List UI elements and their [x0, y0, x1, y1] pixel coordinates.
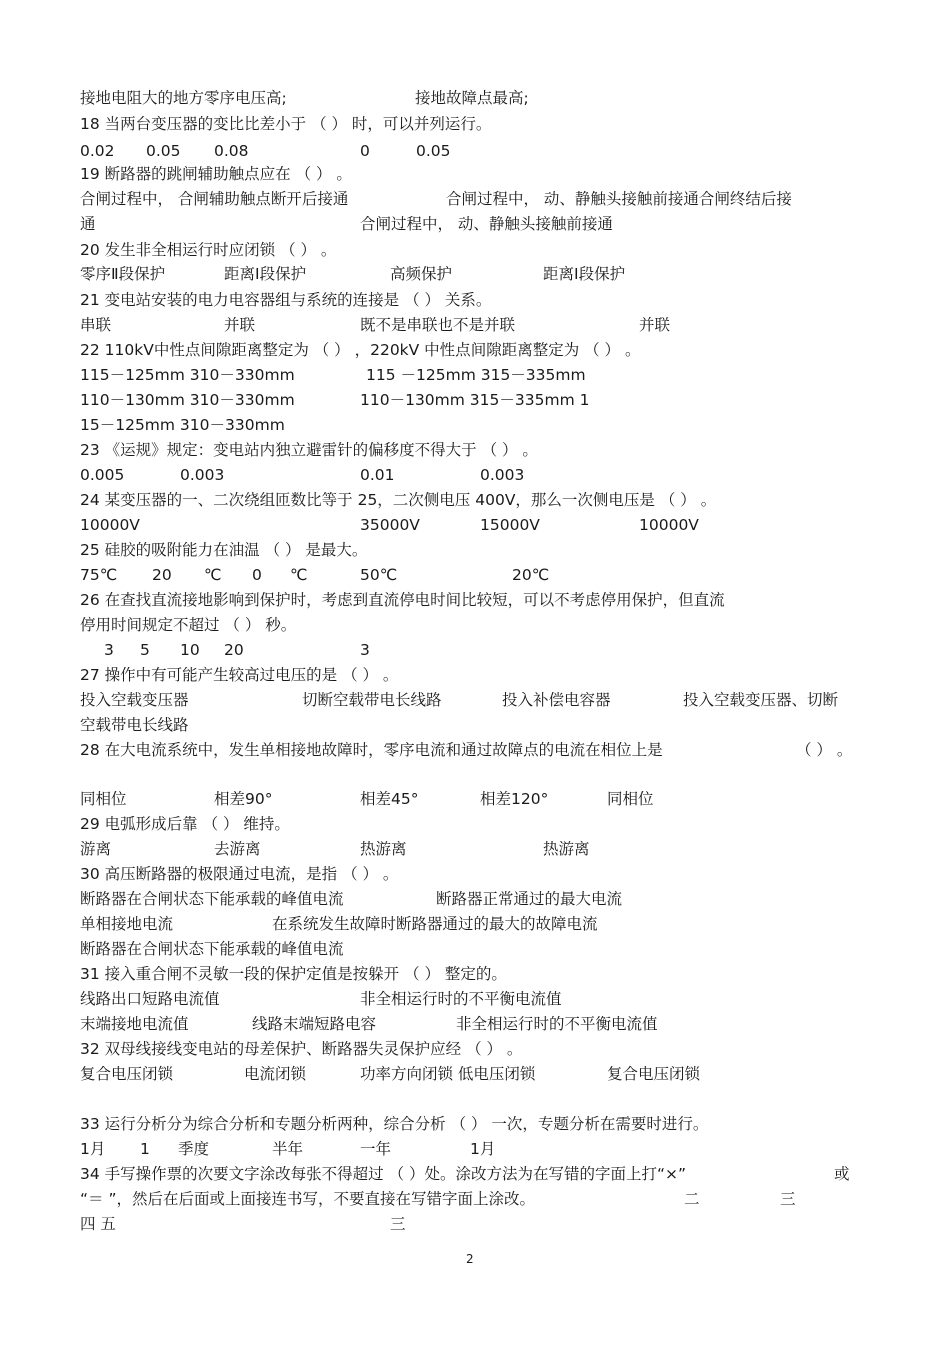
text-line-segment: 切断空载带电长线路 [302, 691, 442, 709]
text-line-segment: 20 [152, 566, 172, 584]
text-line-segment: 零序Ⅱ段保护 [80, 265, 166, 283]
text-line-segment: 5 [140, 641, 150, 659]
text-line-segment: 空载带电长线路 [80, 716, 189, 734]
text-line-segment: 并联 [224, 316, 256, 334]
text-line-segment: 3 [360, 641, 370, 659]
text-line-segment: 10000V [80, 516, 140, 534]
text-line-segment: 20 发生非全相运行时应闭锁 （ ） 。 [80, 241, 337, 259]
text-line-segment: 投入补偿电容器 [502, 691, 611, 709]
text-line-segment: 28 在大电流系统中，发生单相接地故障时，零序电流和通过故障点的电流在相位上是 [80, 741, 663, 759]
text-line-segment: 0.003 [180, 466, 225, 484]
page-number: 2 [466, 1252, 474, 1266]
text-line-segment: 单相接地电流 [80, 915, 174, 933]
text-line-segment: 21 变电站安装的电力电容器组与系统的连接是 （ ） 关系。 [80, 291, 492, 309]
text-line-segment: 投入空载变压器 [80, 691, 189, 709]
text-line-segment: （ ） 。 [796, 741, 853, 759]
text-line-segment: 在系统发生故障时断路器通过的最大的故障电流 [272, 915, 598, 933]
text-line-segment: 15000V [480, 516, 540, 534]
text-line-segment: 0.05 [416, 142, 451, 160]
text-line-segment: 非全相运行时的不平衡电流值 [456, 1015, 658, 1033]
text-line-segment: 35000V [360, 516, 420, 534]
text-line-segment: 停用时间规定不超过 （ ） 秒。 [80, 616, 297, 634]
text-line-segment: 26 在查找直流接地影响到保护时，考虑到直流停电时间比较短，可以不考虑停用保护，但直流 [80, 591, 725, 609]
text-line-segment: 合闸过程中， 动、静触头接触前接通 [360, 215, 613, 233]
text-line-segment: 接地故障点最高; [415, 89, 529, 107]
text-line-segment: 50℃ [360, 566, 398, 584]
text-line-segment: 0.02 [80, 142, 115, 160]
text-line-segment: 19 断路器的跳闸辅助触点应在 （ ） 。 [80, 165, 352, 183]
text-line-segment: 0.08 [214, 142, 249, 160]
text-line-segment: 0 [360, 142, 370, 160]
text-line-segment: 合闸过程中， 动、静触头接触前接通合闸终结后接 [446, 190, 792, 208]
text-line-segment: 半年 [272, 1140, 304, 1158]
text-line-segment: 四 五 [80, 1215, 116, 1233]
text-line-segment: 1月 [80, 1140, 106, 1158]
text-line-segment: 27 操作中有可能产生较高过电压的是 （ ） 。 [80, 666, 399, 684]
text-line-segment: 29 电弧形成后靠 （ ） 维持。 [80, 815, 290, 833]
text-line-segment: 游离 [80, 840, 112, 858]
text-line-segment: 投入空载变压器、切断 [683, 691, 839, 709]
text-line-segment: 线路出口短路电流值 [80, 990, 220, 1008]
text-line-segment: 热游离 [543, 840, 590, 858]
text-line-segment: 并联 [639, 316, 671, 334]
text-line-segment: 三 [390, 1215, 406, 1233]
text-line-segment: 一年 [360, 1140, 392, 1158]
text-line-segment: 1月 [470, 1140, 496, 1158]
text-line-segment: 距离Ⅰ段保护 [543, 265, 626, 283]
text-line-segment: 20℃ [512, 566, 550, 584]
text-line-segment: 30 高压断路器的极限通过电流，是指 （ ） 。 [80, 865, 399, 883]
text-line-segment: 季度 [178, 1140, 210, 1158]
text-line-segment: 18 当两台变压器的变比比差小于 （ ） 时，可以并列运行。 [80, 115, 492, 133]
text-line-segment: 10 [180, 641, 200, 659]
text-line-segment: 同相位 [80, 790, 127, 808]
text-line-segment: 0.05 [146, 142, 181, 160]
text-line-segment: 0.01 [360, 466, 395, 484]
text-line-segment: 0.005 [80, 466, 125, 484]
text-line-segment: 110－130mm 315－335mm 1 [360, 391, 590, 409]
text-line-segment: 断路器在合闸状态下能承载的峰值电流 [80, 890, 344, 908]
text-line-segment: 75℃ [80, 566, 118, 584]
text-line-segment: 线路末端短路电容 [252, 1015, 377, 1033]
text-line-segment: 32 双母线接线变电站的母差保护、断路器失灵保护应经 （ ） 。 [80, 1040, 523, 1058]
text-line-segment: ℃ [290, 566, 308, 584]
text-line-segment: 115－125mm 310－330mm [80, 366, 295, 384]
text-line-segment: 0.003 [480, 466, 525, 484]
text-line-segment: 3 [104, 641, 114, 659]
text-line-segment: 末端接地电流值 [80, 1015, 189, 1033]
text-line-segment: 去游离 [214, 840, 261, 858]
text-line-segment: 合闸过程中， 合闸辅助触点断开后接通 [80, 190, 349, 208]
text-line-segment: 热游离 [360, 840, 407, 858]
text-line-segment: 31 接入重合闸不灵敏一段的保护定值是按躲开 （ ） 整定的。 [80, 965, 507, 983]
text-line-segment: 33 运行分析分为综合分析和专题分析两种，综合分析 （ ） 一次，专题分析在需要时进行。 [80, 1115, 709, 1133]
text-line-segment: 同相位 [607, 790, 654, 808]
text-line-segment: 功率方向闭锁 低电压闭锁 [360, 1065, 536, 1083]
text-line-segment: 24 某变压器的一、二次绕组匝数比等于 25，二次侧电压 400V，那么一次侧电压是 （ ） 。 [80, 491, 717, 509]
text-line-segment: 高频保护 [390, 265, 453, 283]
text-line-segment: 非全相运行时的不平衡电流值 [360, 990, 562, 1008]
text-line-segment: 15－125mm 310－330mm [80, 416, 285, 434]
text-line-segment: 22 110kV中性点间隙距离整定为 （ ） ，220kV 中性点间隙距离整定为 （ ） 。 [80, 341, 641, 359]
text-line-segment: 10000V [639, 516, 699, 534]
text-line-segment: 相差45° [360, 790, 419, 808]
text-line-segment: 断路器在合闸状态下能承载的峰值电流 [80, 940, 344, 958]
text-line-segment: “＝ ”，然后在后面或上面接连书写，不要直接在写错字面上涂改。 [80, 1190, 535, 1208]
text-line-segment: 1 [140, 1140, 150, 1158]
text-line-segment: 相差90° [214, 790, 273, 808]
text-line-segment: 或 [834, 1165, 850, 1183]
text-line-segment: 0 [252, 566, 262, 584]
text-line-segment: 三 [780, 1190, 796, 1208]
text-line-segment: 115 －125mm 315－335mm [366, 366, 586, 384]
text-line-segment: 接地电阻大的地方零序电压高; [80, 89, 287, 107]
text-line-segment: 串联 [80, 316, 112, 334]
text-line-segment: 既不是串联也不是并联 [360, 316, 516, 334]
text-line-segment: 断路器正常通过的最大电流 [436, 890, 623, 908]
text-line-segment: 复合电压闭锁 [607, 1065, 701, 1083]
text-line-segment: 距离Ⅰ段保护 [224, 265, 307, 283]
text-line-segment: 25 硅胶的吸附能力在油温 （ ） 是最大。 [80, 541, 368, 559]
text-line-segment: ℃ [204, 566, 222, 584]
text-line-segment: 110－130mm 310－330mm [80, 391, 295, 409]
text-line-segment: 复合电压闭锁 [80, 1065, 174, 1083]
text-line-segment: 通 [80, 215, 96, 233]
text-line-segment: 34 手写操作票的次要文字涂改每张不得超过 （ ）处。涂改方法为在写错的字面上打“×” [80, 1165, 687, 1183]
text-line-segment: 电流闭锁 [244, 1065, 307, 1083]
text-line-segment: 二 [684, 1190, 700, 1208]
text-line-segment: 相差120° [480, 790, 549, 808]
text-line-segment: 20 [224, 641, 244, 659]
text-line-segment: 23 《运规》规定：变电站内独立避雷针的偏移度不得大于 （ ） 。 [80, 441, 538, 459]
